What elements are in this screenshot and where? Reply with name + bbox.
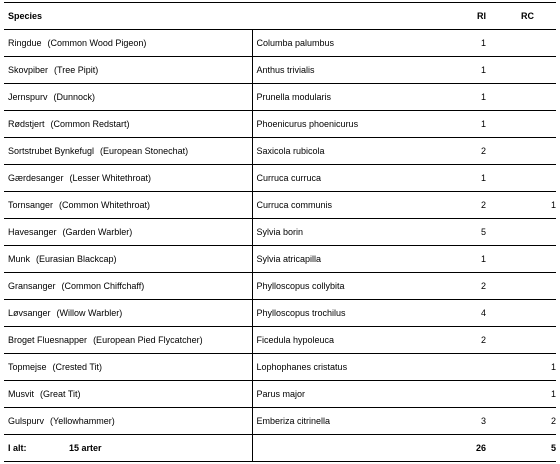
english-name: (Yellowhammer) [50, 416, 115, 426]
table-row [4, 354, 556, 381]
ri-value: 2 [480, 281, 486, 291]
rc-value [486, 138, 556, 165]
danish-name: Gransanger [8, 281, 56, 291]
table-row [4, 408, 556, 435]
english-name: (Tree Pipit) [54, 65, 99, 75]
english-name: (Lesser Whitethroat) [69, 173, 152, 183]
table-row [4, 300, 556, 327]
header-species: Species [8, 11, 43, 21]
danish-name: Jernspurv [8, 92, 48, 102]
latin-name: Curruca curruca [252, 165, 428, 192]
english-name: (Common Redstart) [50, 119, 130, 129]
ri-value: 1 [480, 254, 486, 264]
danish-name: Topmejse [8, 362, 47, 372]
rc-value [486, 219, 556, 246]
latin-name: Sylvia atricapilla [252, 246, 428, 273]
common-name-cell [4, 219, 252, 246]
header-row [4, 3, 556, 30]
table-row [4, 111, 556, 138]
total-species-count: 15 arter [69, 443, 102, 453]
table-row [4, 273, 556, 300]
rc-value [486, 84, 556, 111]
english-name: (Garden Warbler) [62, 227, 133, 237]
table-row [4, 246, 556, 273]
table-row [4, 57, 556, 84]
rc-value [486, 111, 556, 138]
common-name-cell [4, 84, 252, 111]
rc-value: 1 [550, 362, 556, 372]
latin-name: Prunella modularis [252, 84, 428, 111]
rc-value [486, 57, 556, 84]
rc-value: 1 [550, 200, 556, 210]
rc-value [486, 30, 556, 57]
latin-name: Phoenicurus phoenicurus [252, 111, 428, 138]
ri-value: 1 [480, 92, 486, 102]
common-name-cell [4, 192, 252, 219]
rc-value [486, 273, 556, 300]
ri-value: 1 [480, 65, 486, 75]
danish-name: Skovpiber [8, 65, 49, 75]
ri-value: 1 [480, 173, 486, 183]
ri-value [428, 381, 486, 408]
common-name-cell [4, 273, 252, 300]
common-name-cell [4, 30, 252, 57]
total-latin-blank [252, 435, 428, 462]
ri-value: 5 [480, 227, 486, 237]
rc-value: 1 [550, 389, 556, 399]
total-ri: 26 [475, 443, 486, 453]
rc-value [486, 327, 556, 354]
rc-value [486, 246, 556, 273]
table-row [4, 84, 556, 111]
table-row [4, 381, 556, 408]
common-name-cell [4, 354, 252, 381]
header-latin-blank [252, 3, 428, 30]
latin-name: Curruca communis [252, 192, 428, 219]
ri-value: 2 [480, 146, 486, 156]
rc-value: 2 [550, 416, 556, 426]
header-rc: RC [521, 11, 534, 21]
danish-name: Gulspurv [8, 416, 45, 426]
latin-name: Ficedula hypoleuca [252, 327, 428, 354]
common-name-cell [4, 381, 252, 408]
latin-name: Phylloscopus trochilus [252, 300, 428, 327]
common-name-cell [4, 138, 252, 165]
ri-value: 2 [480, 200, 486, 210]
ri-value: 1 [480, 38, 486, 48]
common-name-cell [4, 300, 252, 327]
english-name: (Common Wood Pigeon) [47, 38, 147, 48]
total-label-cell [4, 435, 252, 462]
table-row [4, 327, 556, 354]
ri-value: 4 [480, 308, 486, 318]
danish-name: Ringdue [8, 38, 42, 48]
danish-name: Løvsanger [8, 308, 51, 318]
danish-name: Havesanger [8, 227, 57, 237]
danish-name: Tornsanger [8, 200, 54, 210]
danish-name: Gærdesanger [8, 173, 64, 183]
total-row [4, 435, 556, 462]
species-table [4, 2, 556, 462]
latin-name: Parus major [252, 381, 428, 408]
latin-name: Columba palumbus [252, 30, 428, 57]
danish-name: Broget Fluesnapper [8, 335, 88, 345]
common-name-cell [4, 246, 252, 273]
english-name: (Common Whitethroat) [59, 200, 151, 210]
header-ri: RI [477, 11, 486, 21]
latin-name: Anthus trivialis [252, 57, 428, 84]
english-name: (Common Chiffchaff) [61, 281, 145, 291]
english-name: (Crested Tit) [52, 362, 103, 372]
common-name-cell [4, 327, 252, 354]
danish-name: Sortstrubet Bynkefugl [8, 146, 95, 156]
english-name: (Willow Warbler) [56, 308, 123, 318]
total-label: I alt: [8, 443, 27, 453]
latin-name: Lophophanes cristatus [252, 354, 428, 381]
latin-name: Sylvia borin [252, 219, 428, 246]
common-name-cell [4, 57, 252, 84]
common-name-cell [4, 165, 252, 192]
table-row [4, 219, 556, 246]
latin-name: Phylloscopus collybita [252, 273, 428, 300]
english-name: (Great Tit) [40, 389, 81, 399]
rc-value [486, 165, 556, 192]
ri-value: 1 [480, 119, 486, 129]
english-name: (European Stonechat) [100, 146, 189, 156]
common-name-cell [4, 111, 252, 138]
ri-value [428, 354, 486, 381]
latin-name: Saxicola rubicola [252, 138, 428, 165]
table-row [4, 138, 556, 165]
english-name: (European Pied Flycatcher) [93, 335, 203, 345]
table-row [4, 165, 556, 192]
species-body [4, 30, 556, 435]
danish-name: Musvit [8, 389, 35, 399]
english-name: (Eurasian Blackcap) [36, 254, 117, 264]
ri-value: 3 [480, 416, 486, 426]
english-name: (Dunnock) [53, 92, 96, 102]
danish-name: Rødstjert [8, 119, 45, 129]
table-row [4, 192, 556, 219]
total-rc: 5 [550, 443, 556, 453]
common-name-cell [4, 408, 252, 435]
danish-name: Munk [8, 254, 31, 264]
rc-value [486, 300, 556, 327]
table-row [4, 30, 556, 57]
ri-value: 2 [480, 335, 486, 345]
latin-name: Emberiza citrinella [252, 408, 428, 435]
